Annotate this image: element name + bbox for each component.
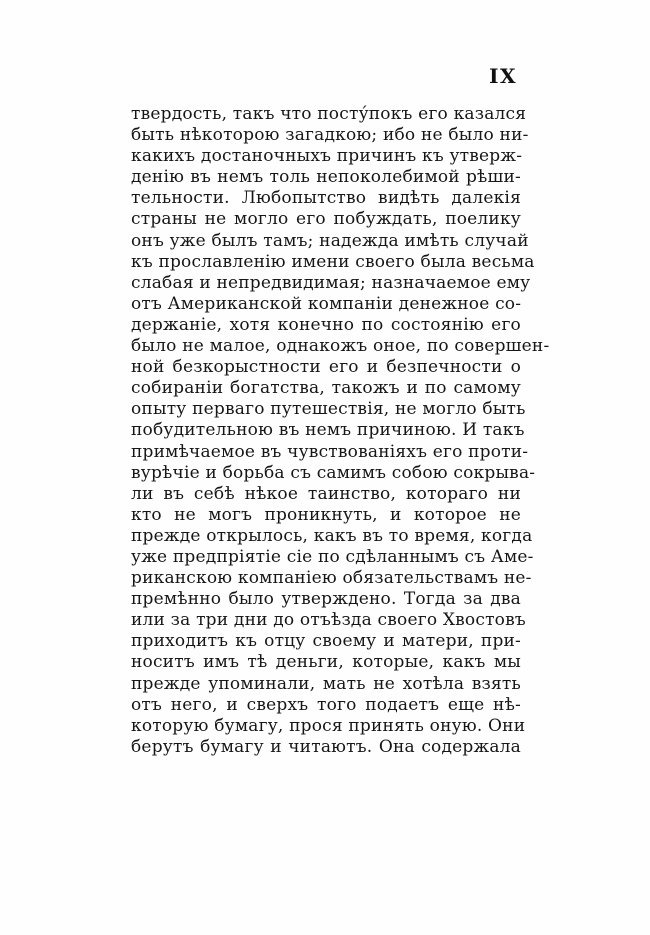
text-line: ли въ себѣ нѣкое таинство, котораго ни bbox=[131, 483, 521, 504]
text-line: уже предпріятіе сіе по сдѣланнымъ съ Аме- bbox=[131, 546, 534, 567]
text-line: отъ него, и сверхъ того подаетъ еще нѣ- bbox=[131, 694, 521, 715]
text-line: или за три дни до отъѣзда своего Хвостовъ bbox=[131, 610, 526, 631]
text-line: примѣчаемое въ чувствованіяхъ его проти- bbox=[131, 441, 529, 462]
text-line: прежде упоминали, мать не хотѣла взять bbox=[131, 673, 521, 694]
text-line: тельности. Любопытство видѣть далекія bbox=[131, 188, 521, 209]
text-line: онъ уже былъ тамъ; надежда имѣть случай bbox=[131, 230, 529, 251]
text-line: денію въ немъ толь непоколебимой рѣши- bbox=[131, 167, 521, 188]
text-line: побудительною въ немъ причиною. И такъ bbox=[131, 420, 525, 441]
text-line: ной безкорыстности его и безпечности о bbox=[131, 357, 521, 378]
text-line: къ прославленію имени своего была весьма bbox=[131, 251, 535, 272]
text-line: быть нѣкоторою загадкою; ибо не было ни- bbox=[131, 125, 529, 146]
text-line: собираніи богатства, такожъ и по самому bbox=[131, 378, 521, 399]
text-line: какихъ достаночныхъ причинъ къ утверж- bbox=[131, 146, 523, 167]
text-line: берутъ бумагу и читаютъ. Она содержала bbox=[131, 736, 521, 757]
text-line: кто не могъ проникнуть, и которое не bbox=[131, 504, 521, 525]
text-line: премѣнно было утверждено. Тогда за два bbox=[131, 589, 521, 610]
text-block bbox=[131, 104, 550, 758]
text-line: прежде открылось, какъ въ то время, когда bbox=[131, 525, 533, 546]
text-line: было не малое, однакожъ оное, по совершен- bbox=[131, 336, 550, 357]
text-line: слабая и непредвидимая; назначаемое ему bbox=[131, 272, 531, 293]
text-line: страны не могло его побуждать, поелику bbox=[131, 209, 521, 230]
text-line: носитъ имъ тѣ деньги, которые, какъ мы bbox=[131, 652, 521, 673]
text-line: риканскою компаніею обязательствамъ не- bbox=[131, 568, 532, 589]
text-line: отъ Американской компаніи денежное со- bbox=[131, 293, 522, 314]
page-number: IX bbox=[489, 64, 517, 88]
text-line: держаніе, хотя конечно по состоянію его bbox=[131, 314, 521, 335]
text-line: которую бумагу, прося принять оную. Они bbox=[131, 715, 526, 736]
text-line: опыту перваго путешествія, не могло быть bbox=[131, 399, 526, 420]
text-line: вурѣчіе и борьба съ самимъ собою сокрыва- bbox=[131, 462, 536, 483]
text-line: твердость, такъ что посту́покъ его казался bbox=[131, 104, 527, 124]
text-line: приходитъ къ отцу своему и матери, при- bbox=[131, 631, 521, 652]
